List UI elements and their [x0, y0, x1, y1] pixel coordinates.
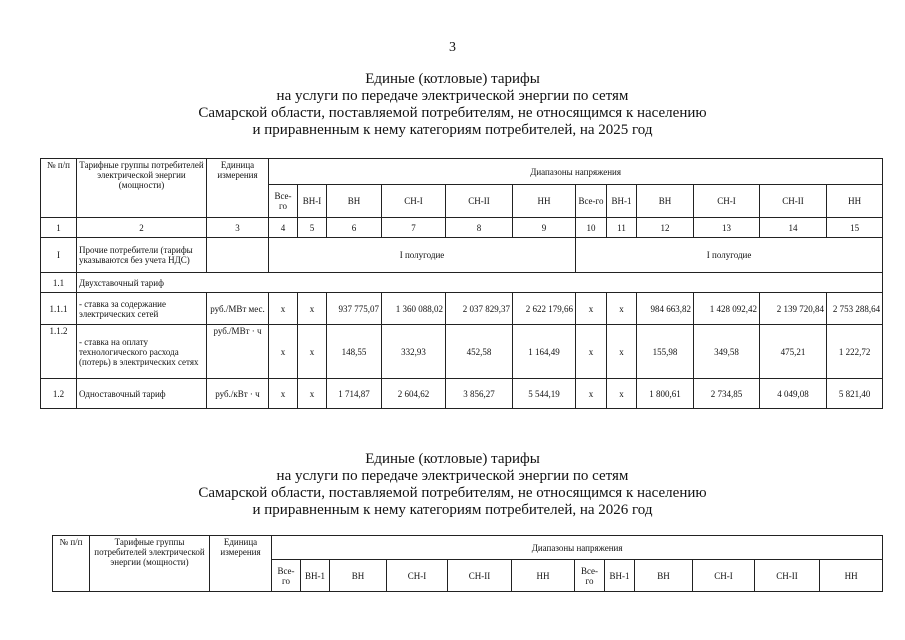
header-sub: СН-II [755, 560, 820, 592]
row-num: 1.1.1 [41, 293, 77, 325]
row-num: I [41, 238, 77, 273]
title-line: и приравненным к нему категориям потребителей, на 2026 год [252, 502, 653, 518]
col-number: 14 [760, 218, 827, 238]
value-cell: 349,58 [694, 325, 760, 379]
col-number: 8 [446, 218, 513, 238]
table-row [41, 293, 883, 325]
value-cell: 2 734,85 [694, 379, 760, 409]
value-cell: x [269, 325, 298, 379]
table-row [41, 379, 883, 409]
value-cell: 2 139 720,84 [760, 293, 827, 325]
row-num: 1.2 [41, 379, 77, 409]
value-cell: x [607, 325, 637, 379]
value-cell: 452,58 [446, 325, 513, 379]
title-line: Единые (котловые) тарифы [365, 71, 540, 87]
page-number: 3 [449, 40, 456, 55]
header-sub: Все-го [575, 560, 605, 592]
col-number: 3 [207, 218, 269, 238]
header-sub: НН [513, 185, 576, 218]
row-label: - ставка за содержание электрических сетей [77, 293, 207, 325]
title-line: на услуги по передаче электрической энергии по сетям [276, 88, 629, 104]
col-number: 13 [694, 218, 760, 238]
tariff-table-2025 [40, 158, 883, 409]
header-groups: Тарифные группы потребителей электрической энергии (мощности) [90, 536, 210, 592]
header-sub: НН [820, 560, 883, 592]
value-cell: x [298, 293, 327, 325]
col-number: 9 [513, 218, 576, 238]
table1-title [0, 71, 905, 139]
value-cell: x [607, 379, 637, 409]
value-cell: 332,93 [382, 325, 446, 379]
header-sub: СН-II [446, 185, 513, 218]
row-num: 1.1 [41, 273, 77, 293]
header-sub: ВН [637, 185, 694, 218]
tariff-table-2026 [52, 535, 883, 592]
value-cell: 937 775,07 [327, 293, 382, 325]
header-num: № п/п [41, 159, 77, 218]
row-num: 1.1.2 [41, 325, 77, 379]
value-cell: 2 622 179,66 [513, 293, 576, 325]
header-sub: СН-II [448, 560, 512, 592]
value-cell: 1 164,49 [513, 325, 576, 379]
value-cell: 984 663,82 [637, 293, 694, 325]
header-sub: ВН-1 [301, 560, 330, 592]
half-year-label: I полугодие [576, 238, 883, 273]
col-number: 10 [576, 218, 607, 238]
col-number: 7 [382, 218, 446, 238]
table-row [41, 325, 883, 379]
header-ranges: Диапазоны напряжения [269, 159, 883, 185]
value-cell: x [576, 293, 607, 325]
header-ranges: Диапазоны напряжения [272, 536, 883, 560]
table-row [41, 273, 883, 293]
value-cell: x [576, 379, 607, 409]
value-cell: x [269, 379, 298, 409]
section-row [41, 238, 883, 273]
value-cell: 2 604,62 [382, 379, 446, 409]
value-cell: 1 714,87 [327, 379, 382, 409]
value-cell: 2 037 829,37 [446, 293, 513, 325]
header-num: № п/п [53, 536, 90, 592]
value-cell: 5 544,19 [513, 379, 576, 409]
empty-cell [207, 238, 269, 273]
value-cell: 5 821,40 [827, 379, 883, 409]
header-sub: ВН [635, 560, 693, 592]
row-unit: руб./МВт мес. [207, 293, 269, 325]
row-label: - ставка на оплату технологического расхода (потерь) в электрических сетях [77, 325, 207, 379]
header-sub: СН-I [693, 560, 755, 592]
value-cell: 1 360 088,02 [382, 293, 446, 325]
header-sub: Все-го [576, 185, 607, 218]
value-cell: x [607, 293, 637, 325]
col-number: 2 [77, 218, 207, 238]
value-cell: 3 856,27 [446, 379, 513, 409]
value-cell: 1 222,72 [827, 325, 883, 379]
header-sub: Все-го [269, 185, 298, 218]
header-groups: Тарифные группы потребителей электрической энергии (мощности) [77, 159, 207, 218]
col-number: 4 [269, 218, 298, 238]
header-unit: Единица измерения [207, 159, 269, 218]
value-cell: 2 753 288,64 [827, 293, 883, 325]
title-line: и приравненным к нему категориям потребителей, на 2025 год [252, 122, 653, 138]
header-sub: ВН-I [298, 185, 327, 218]
value-cell: x [576, 325, 607, 379]
header-sub: НН [827, 185, 883, 218]
title-line: на услуги по передаче электрической энергии по сетям [276, 468, 629, 484]
half-year-label: I полугодие [269, 238, 576, 273]
value-cell: x [298, 325, 327, 379]
row-unit: руб./кВт · ч [207, 379, 269, 409]
header-sub: СН-I [694, 185, 760, 218]
column-number-row [41, 218, 883, 238]
table2-title [0, 451, 905, 519]
header-sub: СН-I [382, 185, 446, 218]
row-label: Прочие потребители (тарифы указываются без учета НДС) [77, 238, 207, 273]
col-number: 11 [607, 218, 637, 238]
header-sub: ВН-1 [607, 185, 637, 218]
value-cell: x [269, 293, 298, 325]
row-label: Одноставочный тариф [77, 379, 207, 409]
header-sub: Все-го [272, 560, 301, 592]
value-cell: 148,55 [327, 325, 382, 379]
header-unit: Единица измерения [210, 536, 272, 592]
value-cell: 475,21 [760, 325, 827, 379]
header-sub: НН [512, 560, 575, 592]
value-cell: 1 428 092,42 [694, 293, 760, 325]
row-label: Двухставочный тариф [77, 273, 883, 293]
header-sub: СН-I [387, 560, 448, 592]
title-line: Единые (котловые) тарифы [365, 451, 540, 467]
col-number: 15 [827, 218, 883, 238]
value-cell: x [298, 379, 327, 409]
title-line: Самарской области, поставляемой потребителям, не относящимся к населению [198, 485, 707, 501]
col-number: 12 [637, 218, 694, 238]
header-sub: ВН-1 [605, 560, 635, 592]
col-number: 6 [327, 218, 382, 238]
value-cell: 4 049,08 [760, 379, 827, 409]
title-line: Самарской области, поставляемой потребителям, не относящимся к населению [198, 105, 707, 121]
header-sub: ВН [330, 560, 387, 592]
header-sub: ВН [327, 185, 382, 218]
header-sub: СН-II [760, 185, 827, 218]
col-number: 5 [298, 218, 327, 238]
value-cell: 155,98 [637, 325, 694, 379]
row-unit: руб./МВт · ч [207, 325, 269, 379]
value-cell: 1 800,61 [637, 379, 694, 409]
col-number: 1 [41, 218, 77, 238]
